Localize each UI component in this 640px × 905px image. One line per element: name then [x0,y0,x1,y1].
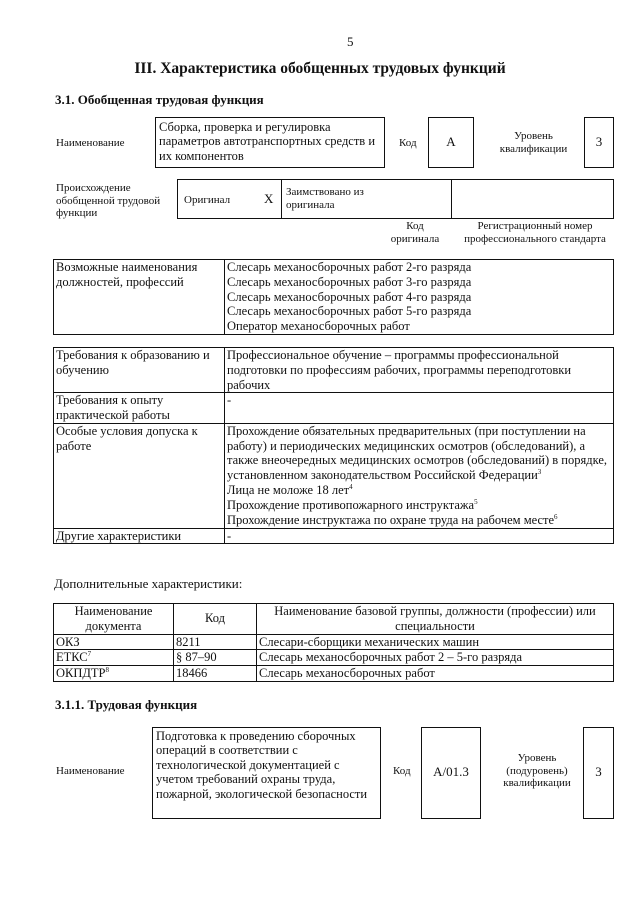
education-value: Профессиональное обучение – программы профессиональной подготовки по профессиям рабочих, программы переподготовки рабочих [225,348,614,393]
gtf-level-box [584,117,614,168]
position-item: Слесарь механосборочных работ 2-го разряда [227,260,472,274]
gtf-title: 3.1. Обобщенная трудовая функция [55,92,264,107]
doc-title: Слесари-сборщики механических машин [257,634,614,650]
doc-name: ОКПДТР [56,666,106,681]
doc-title: Слесарь механосборочных работ [257,666,614,682]
tf-level-box [583,727,614,819]
tf-level-value: 3 [595,764,602,779]
origin-code-caption: Код оригинала [390,220,440,245]
additional-title: Дополнительные характеристики: [54,576,243,591]
tf-title: 3.1.1. Трудовая функция [55,697,198,712]
position-item: Оператор механосборочных работ [227,319,410,333]
table-row [54,650,614,666]
gtf-code-value: A [446,134,456,149]
conditions-label: Особые условия допуска к работе [54,423,225,528]
origin-box [177,179,614,219]
footnote-ref: 5 [474,497,478,506]
positions-label: Возможные наименования должностей, профессий [54,260,225,335]
gtf-name-box [155,117,385,168]
gtf-name-value: Сборка, проверка и регулировка параметров автотранспортных средств и их компонентов [159,120,376,163]
footnote-ref: 6 [554,512,558,521]
experience-value: - [225,393,614,424]
position-item: Слесарь механосборочных работ 5-го разряда [227,304,472,319]
origin-original-label: Оригинал [184,194,231,206]
tf-code-box [421,727,481,819]
conditions-value [225,423,614,528]
gtf-code-box [428,117,474,168]
page-number: 5 [347,34,354,49]
footnote-ref: 4 [349,482,353,491]
tf-code-label: Код [393,765,411,777]
tf-code-value: A/01.3 [433,764,469,779]
tf-name-value: Подготовка к проведению сборочных операций в соответствии с технологической документацией с учетом требований охраны труда, пожарной, экологической безопасности [156,729,368,801]
conditions-line: Прохождение инструктажа по охране труда на рабочем месте [227,512,555,527]
experience-label: Требования к опыту практической работы [54,393,225,424]
footnote-ref: 8 [105,666,110,675]
position-item: Слесарь механосборочных работ 3-го разряда [227,274,472,289]
doc-name: ОКЗ [56,634,80,649]
additional-table [53,603,614,682]
conditions-line: Прохождение обязательных предварительных (при поступлении на работу) и периодических медицинских осмотров (обследований), а также внеочередных медицинских осмотров (обследований) в порядке, установленном законодательством Российской Федерации [227,423,608,483]
table-row [54,634,614,650]
doc-title: Слесарь механосборочных работ 2 – 5-го разряда [257,650,614,666]
tf-name-box [152,727,381,819]
tf-name-label: Наименование [56,765,125,777]
positions-list [225,260,614,335]
section-title: III. Характеристика обобщенных трудовых функций [134,60,506,77]
conditions-line: Прохождение противопожарного инструктажа [227,497,475,512]
positions-table [53,259,614,335]
additional-header: Наименование базовой группы, должности (профессии) или специальности [257,604,614,635]
gtf-name-label: Наименование [56,137,125,149]
gtf-level-label: Уровень квалификации [499,130,568,155]
footnote-ref: 3 [537,468,542,476]
origin-borrowed-label: Заимствовано из оригинала [286,186,364,211]
tf-level-label: Уровень (подуровень) квалификации [503,752,571,790]
other-value: - [225,528,614,544]
doc-code: 18466 [174,666,257,682]
additional-header: Код [174,604,257,635]
origin-original-mark: X [264,191,274,206]
origin-reg-caption: Регистрационный номер профессионального стандарта [464,220,606,245]
gtf-level-value: 3 [595,134,603,149]
education-label: Требования к образованию и обучению [54,348,225,393]
origin-label: Происхождение обобщенной трудовой функции [56,182,161,220]
other-label: Другие характеристики [54,528,225,544]
doc-code: § 87–90 [174,650,257,666]
doc-code: 8211 [174,634,257,650]
requirements-table [53,347,614,544]
position-item: Слесарь механосборочных работ 4-го разряда [227,289,472,304]
gtf-code-label: Код [399,137,417,149]
footnote-ref: 7 [87,650,92,659]
additional-header: Наименование документа [54,604,174,635]
conditions-line: Лица не моложе 18 лет [227,483,350,498]
table-row [54,666,614,682]
doc-name: ЕТКС [56,650,88,665]
